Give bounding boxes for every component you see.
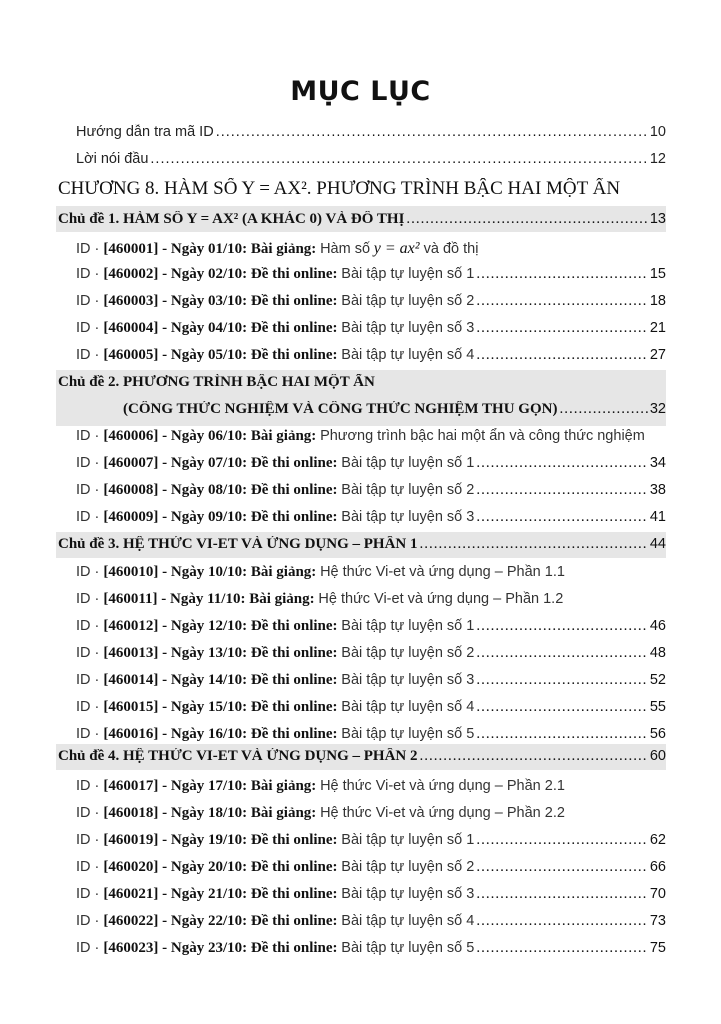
page-number: 75 xyxy=(649,940,666,956)
page-title: MỤC LỤC xyxy=(290,76,431,107)
id-prefix: ID · xyxy=(76,726,104,742)
page-number: 48 xyxy=(649,645,666,661)
dot-leader xyxy=(476,672,648,689)
toc-entry-lesson[interactable] xyxy=(76,672,666,689)
dot-leader xyxy=(150,151,647,167)
id-prefix: ID · xyxy=(76,913,104,929)
page-number: 52 xyxy=(649,672,666,688)
dot-leader xyxy=(476,645,648,662)
lesson-title: Bài tập tự luyện số 4 xyxy=(341,699,475,715)
entry-label xyxy=(76,832,474,849)
lesson-title: Bài tập tự luyện số 5 xyxy=(341,726,475,742)
id-prefix: ID · xyxy=(76,591,104,607)
entry-label xyxy=(76,805,565,822)
dot-leader xyxy=(406,211,647,228)
lesson-title: Hệ thức Vi-et và ứng dụng – Phần 1.1 xyxy=(320,564,565,580)
lesson-code: [460018] - Ngày 18/10: xyxy=(103,805,251,821)
lesson-title: Bài tập tự luyện số 3 xyxy=(341,509,475,525)
toc-entry-preface[interactable] xyxy=(76,124,666,140)
lesson-title: Bài tập tự luyện số 1 xyxy=(341,832,475,848)
lesson-kind: Đề thi online: xyxy=(250,726,342,742)
dot-leader xyxy=(216,124,648,140)
lesson-code: [460021] - Ngày 21/10: xyxy=(103,886,251,902)
entry-label xyxy=(76,428,645,445)
entry-label xyxy=(76,726,474,743)
entry-label xyxy=(76,913,474,930)
lesson-kind: Đề thi online: xyxy=(250,293,342,309)
lesson-kind: Đề thi online: xyxy=(250,320,342,336)
page-number: 41 xyxy=(649,509,666,525)
toc-entry-preface[interactable] xyxy=(76,151,666,167)
id-prefix: ID · xyxy=(76,672,104,688)
entry-label: Lời nói đầu xyxy=(76,151,149,167)
lesson-kind: Đề thi online: xyxy=(250,482,342,498)
lesson-kind: Đề thi online: xyxy=(250,699,342,715)
id-prefix: ID · xyxy=(76,618,104,634)
lesson-kind: Đề thi online: xyxy=(250,509,342,525)
lesson-title: Bài tập tự luyện số 2 xyxy=(341,293,475,309)
lesson-kind: Bài giảng: xyxy=(250,778,321,794)
page-number: 38 xyxy=(649,482,666,498)
id-prefix: ID · xyxy=(76,805,104,821)
lesson-code: [460016] - Ngày 16/10: xyxy=(103,726,251,742)
lesson-code: [460022] - Ngày 22/10: xyxy=(103,913,251,929)
chapter-label: CHƯƠNG 8. HÀM SỐ Y = AX². PHƯƠNG TRÌNH BẬC HAI MỘT ẨN xyxy=(58,178,621,199)
page-number: 46 xyxy=(649,618,666,634)
entry-label xyxy=(76,293,474,310)
dot-leader xyxy=(476,726,648,743)
dot-leader xyxy=(476,266,648,283)
dot-leader xyxy=(476,482,648,499)
topic-label: Chủ đề 3. HỆ THỨC VI-ET VÀ ỨNG DỤNG – PHẦN 1 xyxy=(58,536,418,552)
topic-heading[interactable] xyxy=(58,536,666,553)
dot-leader xyxy=(420,748,648,765)
id-prefix: ID · xyxy=(76,482,104,498)
id-prefix: ID · xyxy=(76,320,104,336)
dot-leader xyxy=(476,347,648,364)
entry-label xyxy=(76,240,478,258)
id-prefix: ID · xyxy=(76,645,104,661)
lesson-kind: Đề thi online: xyxy=(250,913,342,929)
entry-label xyxy=(76,699,474,716)
page-number: 73 xyxy=(649,913,666,929)
topic-heading[interactable] xyxy=(58,374,666,391)
toc-entry-lesson[interactable] xyxy=(76,726,666,743)
lesson-code: [460002] - Ngày 02/10: xyxy=(103,266,251,282)
lesson-title: Bài tập tự luyện số 1 xyxy=(341,618,475,634)
page-number: 62 xyxy=(649,832,666,848)
lesson-kind: Bài giảng: xyxy=(250,428,321,444)
toc-entry-lesson[interactable] xyxy=(76,645,666,662)
lesson-kind: Bài giảng: xyxy=(250,241,321,257)
lesson-code: [460015] - Ngày 15/10: xyxy=(103,699,251,715)
toc-entry-lesson[interactable] xyxy=(76,266,666,283)
lesson-code: [460010] - Ngày 10/10: xyxy=(103,564,251,580)
toc-entry-lesson[interactable] xyxy=(76,455,666,472)
dot-leader xyxy=(420,536,648,553)
lesson-title: Bài tập tự luyện số 4 xyxy=(341,913,475,929)
toc-entry-lesson[interactable] xyxy=(76,591,666,608)
lesson-kind: Đề thi online: xyxy=(250,266,342,282)
math-formula: y = ax² xyxy=(373,240,420,257)
toc-entry-lesson[interactable] xyxy=(76,320,666,337)
lesson-kind: Đề thi online: xyxy=(250,940,342,956)
toc-entry-lesson[interactable] xyxy=(76,347,666,364)
dot-leader xyxy=(476,832,648,849)
id-prefix: ID · xyxy=(76,699,104,715)
lesson-code: [460023] - Ngày 23/10: xyxy=(103,940,251,956)
lesson-kind: Đề thi online: xyxy=(250,347,342,363)
topic-heading[interactable] xyxy=(58,748,666,765)
page-number: 32 xyxy=(649,401,666,417)
page-number: 18 xyxy=(649,293,666,309)
page-number: 44 xyxy=(649,536,666,552)
id-prefix: ID · xyxy=(76,428,104,444)
page-number: 27 xyxy=(649,347,666,363)
lesson-kind: Đề thi online: xyxy=(250,645,342,661)
entry-label: Hướng dẫn tra mã ID xyxy=(76,124,214,140)
dot-leader xyxy=(476,940,648,957)
entry-label xyxy=(76,455,474,472)
entry-label xyxy=(76,320,474,337)
lesson-title: Hệ thức Vi-et và ứng dụng – Phần 2.1 xyxy=(320,778,565,794)
id-prefix: ID · xyxy=(76,778,104,794)
dot-leader xyxy=(476,913,648,930)
id-prefix: ID · xyxy=(76,832,104,848)
lesson-title: Phương trình bậc hai một ẩn và công thức nghiệm xyxy=(320,428,645,444)
entry-label xyxy=(76,564,565,581)
lesson-kind: Đề thi online: xyxy=(250,618,342,634)
entry-label xyxy=(76,266,474,283)
lesson-kind: Đề thi online: xyxy=(250,886,342,902)
id-prefix: ID · xyxy=(76,241,104,257)
page-number: 56 xyxy=(649,726,666,742)
page-number: 15 xyxy=(649,266,666,282)
toc-entry-lesson[interactable] xyxy=(76,240,666,258)
page-number: 66 xyxy=(649,859,666,875)
topic-label: Chủ đề 1. HÀM SỐ Y = AX² (A KHÁC 0) VÀ ĐỒ THỊ xyxy=(58,211,405,227)
toc-entry-lesson[interactable] xyxy=(76,482,666,499)
lesson-code: [460017] - Ngày 17/10: xyxy=(103,778,251,794)
page-number: 70 xyxy=(649,886,666,902)
lesson-title: Bài tập tự luyện số 2 xyxy=(341,859,475,875)
id-prefix: ID · xyxy=(76,266,104,282)
lesson-title: Bài tập tự luyện số 3 xyxy=(341,320,475,336)
lesson-kind: Đề thi online: xyxy=(250,672,342,688)
lesson-kind: Đề thi online: xyxy=(250,832,342,848)
page-number: 34 xyxy=(649,455,666,471)
lesson-title: Bài tập tự luyện số 1 xyxy=(341,266,475,282)
page-number: 55 xyxy=(649,699,666,715)
dot-leader xyxy=(476,320,648,337)
lesson-kind: Đề thi online: xyxy=(250,455,342,471)
toc-entry-lesson[interactable] xyxy=(76,805,666,822)
lesson-title: Bài tập tự luyện số 1 xyxy=(341,455,475,471)
topic-label: Chủ đề 2. PHƯƠNG TRÌNH BẬC HAI MỘT ẨN xyxy=(58,374,375,390)
page-number: 13 xyxy=(649,211,666,227)
lesson-kind: Bài giảng: xyxy=(250,805,321,821)
entry-label xyxy=(76,672,474,689)
lesson-title: Bài tập tự luyện số 3 xyxy=(341,672,475,688)
lesson-code: [460008] - Ngày 08/10: xyxy=(103,482,251,498)
lesson-code: [460013] - Ngày 13/10: xyxy=(103,645,251,661)
topic-heading[interactable] xyxy=(58,211,666,228)
dot-leader xyxy=(476,859,648,876)
lesson-title-cont: và đồ thị xyxy=(419,241,479,257)
lesson-kind: Bài giảng: xyxy=(249,591,319,607)
lesson-title: Hệ thức Vi-et và ứng dụng – Phần 2.2 xyxy=(320,805,565,821)
topic-heading-cont[interactable] xyxy=(123,401,666,418)
entry-label xyxy=(76,618,474,635)
lesson-code: [460003] - Ngày 03/10: xyxy=(103,293,251,309)
lesson-code: [460012] - Ngày 12/10: xyxy=(103,618,251,634)
lesson-code: [460019] - Ngày 19/10: xyxy=(103,832,251,848)
toc-entry-lesson[interactable] xyxy=(76,509,666,526)
topic-label: Chủ đề 4. HỆ THỨC VI-ET VÀ ỨNG DỤNG – PHẦN 2 xyxy=(58,748,418,764)
id-prefix: ID · xyxy=(76,940,104,956)
toc-entry-lesson[interactable] xyxy=(76,293,666,310)
toc-entry-lesson[interactable] xyxy=(76,778,666,795)
page-number: 60 xyxy=(649,748,666,764)
id-prefix: ID · xyxy=(76,859,104,875)
page-number: 10 xyxy=(649,124,666,140)
entry-label xyxy=(76,482,474,499)
id-prefix: ID · xyxy=(76,293,104,309)
dot-leader xyxy=(476,699,648,716)
topic-label-cont: (CÔNG THỨC NGHIỆM VÀ CÔNG THỨC NGHIỆM THU GỌN) xyxy=(123,401,558,417)
lesson-title: Bài tập tự luyện số 4 xyxy=(341,347,475,363)
toc-entry-lesson[interactable] xyxy=(76,618,666,635)
id-prefix: ID · xyxy=(76,455,104,471)
entry-label xyxy=(76,886,474,903)
lesson-code: [460007] - Ngày 07/10: xyxy=(103,455,251,471)
lesson-code: [460001] - Ngày 01/10: xyxy=(103,241,251,257)
lesson-code: [460009] - Ngày 09/10: xyxy=(103,509,251,525)
toc-entry-lesson[interactable] xyxy=(76,564,666,581)
entry-label xyxy=(76,645,474,662)
entry-label xyxy=(76,859,474,876)
toc-entry-lesson[interactable] xyxy=(76,859,666,876)
id-prefix: ID · xyxy=(76,509,104,525)
entry-label xyxy=(76,778,565,795)
id-prefix: ID · xyxy=(76,564,104,580)
dot-leader xyxy=(476,455,648,472)
lesson-code: [460005] - Ngày 05/10: xyxy=(103,347,251,363)
toc-entry-lesson[interactable] xyxy=(76,699,666,716)
toc-entry-lesson[interactable] xyxy=(76,940,666,957)
dot-leader xyxy=(559,401,647,418)
chapter-heading[interactable] xyxy=(58,178,666,200)
page-number: 12 xyxy=(649,151,666,167)
entry-label xyxy=(76,347,474,364)
toc-entry-lesson[interactable] xyxy=(76,832,666,849)
lesson-code: [460014] - Ngày 14/10: xyxy=(103,672,251,688)
id-prefix: ID · xyxy=(76,886,104,902)
lesson-title: Bài tập tự luyện số 3 xyxy=(341,886,475,902)
dot-leader xyxy=(476,293,648,310)
dot-leader xyxy=(476,618,648,635)
lesson-kind: Bài giảng: xyxy=(250,564,321,580)
lesson-code: [460020] - Ngày 20/10: xyxy=(103,859,251,875)
lesson-kind: Đề thi online: xyxy=(250,859,342,875)
lesson-title: Bài tập tự luyện số 5 xyxy=(341,940,475,956)
lesson-title: Hàm số xyxy=(320,241,371,257)
dot-leader xyxy=(476,886,648,903)
lesson-title: Bài tập tự luyện số 2 xyxy=(341,645,475,661)
entry-label xyxy=(76,591,563,608)
lesson-code: [460011] - Ngày 11/10: xyxy=(103,591,250,607)
toc-entry-lesson[interactable] xyxy=(76,886,666,903)
toc-entry-lesson[interactable] xyxy=(76,913,666,930)
toc-entry-lesson[interactable] xyxy=(76,428,666,445)
lesson-title: Hệ thức Vi-et và ứng dụng – Phần 1.2 xyxy=(318,591,564,607)
page-number: 21 xyxy=(649,320,666,336)
entry-label xyxy=(76,940,474,957)
dot-leader xyxy=(476,509,648,526)
lesson-code: [460004] - Ngày 04/10: xyxy=(103,320,251,336)
id-prefix: ID · xyxy=(76,347,104,363)
lesson-code: [460006] - Ngày 06/10: xyxy=(103,428,251,444)
lesson-title: Bài tập tự luyện số 2 xyxy=(341,482,475,498)
entry-label xyxy=(76,509,474,526)
